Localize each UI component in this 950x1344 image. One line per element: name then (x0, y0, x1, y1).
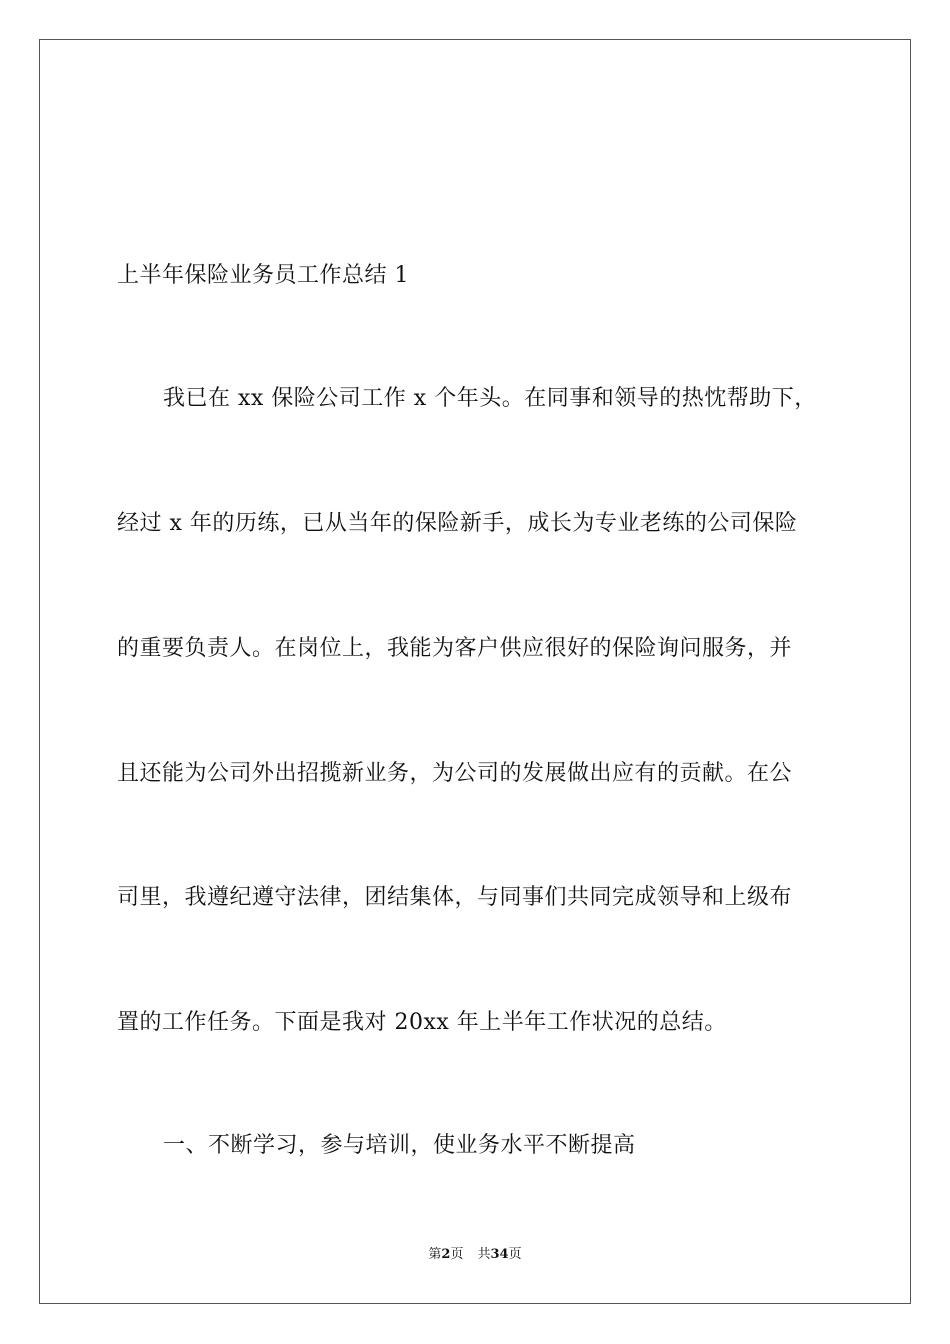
footer-page-number: 2 (441, 1247, 451, 1262)
footer-page-suffix: 页 (450, 1247, 464, 1262)
page-footer (0, 1246, 950, 1264)
paragraph-line-4: 且还能为公司外出招揽新业务，为公司的发展做出应有的贡献。在公 (117, 761, 793, 786)
paragraph-line-3: 的重要负责人。在岗位上，我能为客户供应很好的保险询问服务，并 (117, 636, 793, 661)
paragraph-line-2: 经过 x 年的历练，已从当年的保险新手，成长为专业老练的公司保险 (117, 511, 798, 536)
footer-total-suffix: 页 (508, 1247, 522, 1262)
document-title: 上半年保险业务员工作总结 1 (117, 263, 409, 288)
footer-page-prefix: 第 (428, 1247, 442, 1262)
paragraph-line-1: 我已在 xx 保险公司工作 x 个年头。在同事和领导的热忱帮助下， (163, 386, 817, 411)
paragraph-line-5: 司里，我遵纪遵守法律，团结集体，与同事们共同完成领导和上级布 (117, 885, 793, 910)
section-heading: 一、不断学习，参与培训，使业务水平不断提高 (163, 1133, 636, 1158)
footer-total-pages: 34 (490, 1247, 509, 1262)
page-border (39, 39, 911, 1304)
footer-total-prefix: 共 (477, 1247, 491, 1262)
paragraph-line-6: 置的工作任务。下面是我对 20xx 年上半年工作状况的总结。 (117, 1010, 727, 1035)
